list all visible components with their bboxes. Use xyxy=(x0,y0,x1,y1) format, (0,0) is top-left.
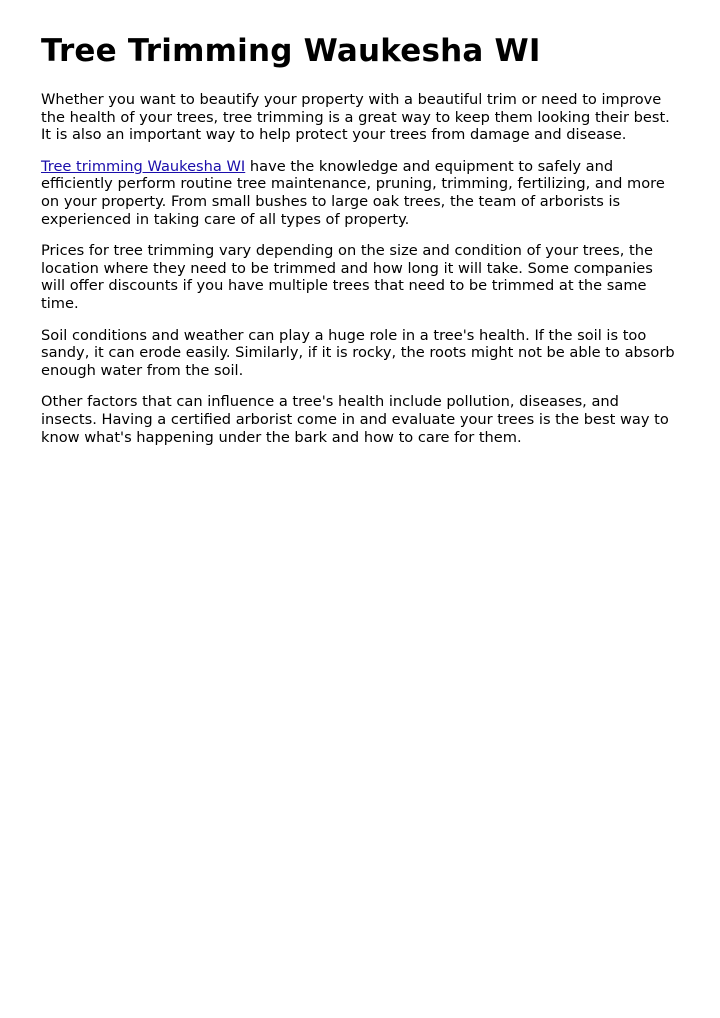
paragraph-services-text: have the knowledge and equipment to safely and efficiently perform routine tree maintenance, pruning, trimming, fertilizing, and more on your property. From small bushes to large oak trees, the team of arborists is experienced in taking care of all types of property. xyxy=(41,157,665,228)
tree-trimming-link[interactable]: Tree trimming Waukesha WI xyxy=(41,157,246,175)
paragraph-soil: Soil conditions and weather can play a huge role in a tree's health. If the soil is too sandy, it can erode easily. Similarly, if it is rocky, the roots might not be able to absorb enough water from the soil. xyxy=(41,326,675,379)
document-page xyxy=(0,0,720,446)
paragraph-intro: Whether you want to beautify your property with a beautiful trim or need to improve the health of your trees, tree trimming is a great way to keep them looking their best. It is also an important way to help protect your trees from damage and disease. xyxy=(41,91,670,144)
paragraph-prices: Prices for tree trimming vary depending on the size and condition of your trees, the location where they need to be trimmed and how long it will take. Some companies will offer discounts if you have multiple trees that need to be trimmed at the same time. xyxy=(41,242,653,312)
page-title: Tree Trimming Waukesha WI xyxy=(41,33,541,69)
paragraph-factors: Other factors that can influence a tree's health include pollution, diseases, and insects. Having a certified arborist come in and evaluate your trees is the best way to know what's happening under the bark and how to care for them. xyxy=(41,393,669,446)
paragraph-services xyxy=(41,158,678,228)
